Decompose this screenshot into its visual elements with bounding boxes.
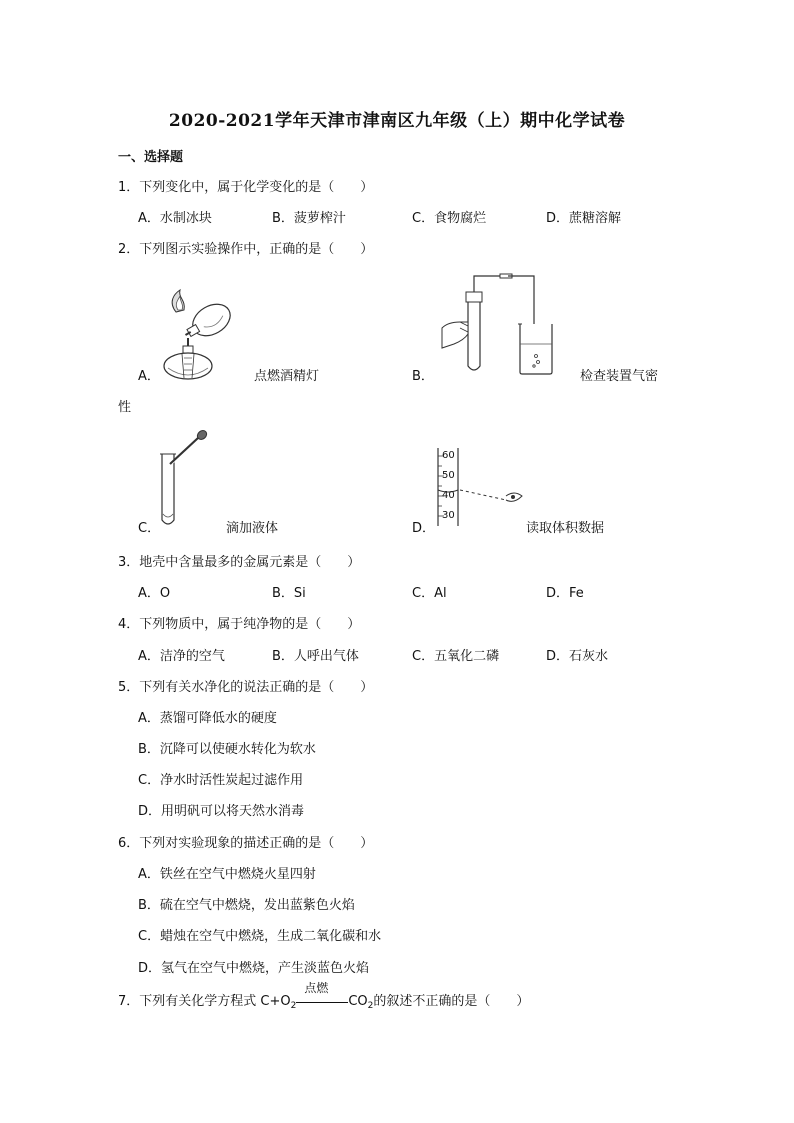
question-4-option-b: B．人呼出气体 xyxy=(272,649,359,664)
question-1-option-c: C．食物腐烂 xyxy=(412,211,487,226)
question-6-stem: 6．下列对实验现象的描述正确的是（ ） xyxy=(118,836,374,851)
section-heading: 一、选择题 xyxy=(118,150,184,165)
co2-subscript: 2 xyxy=(367,1001,374,1011)
question-7-prefix: 7．下列有关化学方程式 C+O xyxy=(118,994,291,1009)
reaction-condition: 点燃 xyxy=(304,980,329,995)
graduated-cylinder-illustration xyxy=(436,446,526,530)
question-6-option-d: D．氢气在空气中燃烧，产生淡蓝色火焰 xyxy=(138,961,370,976)
question-4-option-c: C．五氧化二磷 xyxy=(412,649,500,664)
question-3-option-d: D．Fe xyxy=(546,586,584,601)
o2-subscript: 2 xyxy=(290,1001,297,1011)
question-6-option-a: A．铁丝在空气中燃烧火星四射 xyxy=(138,867,316,882)
question-5-option-b: B．沉降可以使硬水转化为软水 xyxy=(138,742,316,757)
question-3-option-b: B．Si xyxy=(272,586,306,601)
question-1-option-a: A．水制冰块 xyxy=(138,211,212,226)
question-2-option-c-letter: C． xyxy=(138,521,161,536)
question-1-option-d: D．蔗糖溶解 xyxy=(546,211,622,226)
question-1-option-b: B．菠萝榨汁 xyxy=(272,211,346,226)
dropper-illustration xyxy=(156,428,212,528)
page-title: 2020-2021学年天津市津南区九年级（上）期中化学试卷 xyxy=(168,111,626,131)
question-2-option-b-letter: B． xyxy=(412,369,434,384)
question-5-option-d: D．用明矾可以将天然水消毒 xyxy=(138,804,305,819)
question-5-stem: 5．下列有关水净化的说法正确的是（ ） xyxy=(118,680,374,695)
question-6-option-c: C．蜡烛在空气中燃烧，生成二氧化碳和水 xyxy=(138,929,382,944)
cylinder-tick-40: 40 xyxy=(442,490,455,501)
question-3-option-a: A．O xyxy=(138,586,171,601)
question-2-option-c-caption: 滴加液体 xyxy=(226,521,279,536)
question-6-option-b: B．硫在空气中燃烧，发出蓝紫色火焰 xyxy=(138,898,355,913)
question-2-option-b-caption: 检查装置气密 xyxy=(580,369,659,384)
cylinder-tick-50: 50 xyxy=(442,470,455,481)
alcohol-lamp-illustration xyxy=(158,288,242,384)
airtightness-check-illustration xyxy=(438,268,562,378)
question-4-option-d: D．石灰水 xyxy=(546,649,609,664)
cylinder-tick-30: 30 xyxy=(442,510,455,521)
question-3-option-c: C．Al xyxy=(412,586,447,601)
question-2-option-d-letter: D． xyxy=(412,521,436,536)
question-2-stem: 2．下列图示实验操作中，正确的是（ ） xyxy=(118,242,374,257)
question-3-stem: 3．地壳中含量最多的金属元素是（ ） xyxy=(118,555,361,570)
question-7-stem xyxy=(118,980,530,1011)
co2-formula: CO xyxy=(348,994,368,1009)
question-7-suffix: 的叙述不正确的是（ ） xyxy=(373,994,530,1009)
question-4-option-a: A．洁净的空气 xyxy=(138,649,225,664)
question-5-option-c: C．净水时活性炭起过滤作用 xyxy=(138,773,304,788)
question-2-option-b-caption-wrap: 性 xyxy=(118,400,132,415)
question-4-stem: 4．下列物质中，属于纯净物的是（ ） xyxy=(118,617,361,632)
question-2-option-a-caption: 点燃酒精灯 xyxy=(254,369,320,384)
cylinder-tick-60: 60 xyxy=(442,450,455,461)
question-2-option-a-letter: A． xyxy=(138,369,160,384)
reaction-arrow xyxy=(296,980,348,1009)
question-5-option-a: A．蒸馏可降低水的硬度 xyxy=(138,711,277,726)
question-1-stem: 1．下列变化中，属于化学变化的是（ ） xyxy=(118,180,374,195)
question-2-option-d-caption: 读取体积数据 xyxy=(526,521,605,536)
